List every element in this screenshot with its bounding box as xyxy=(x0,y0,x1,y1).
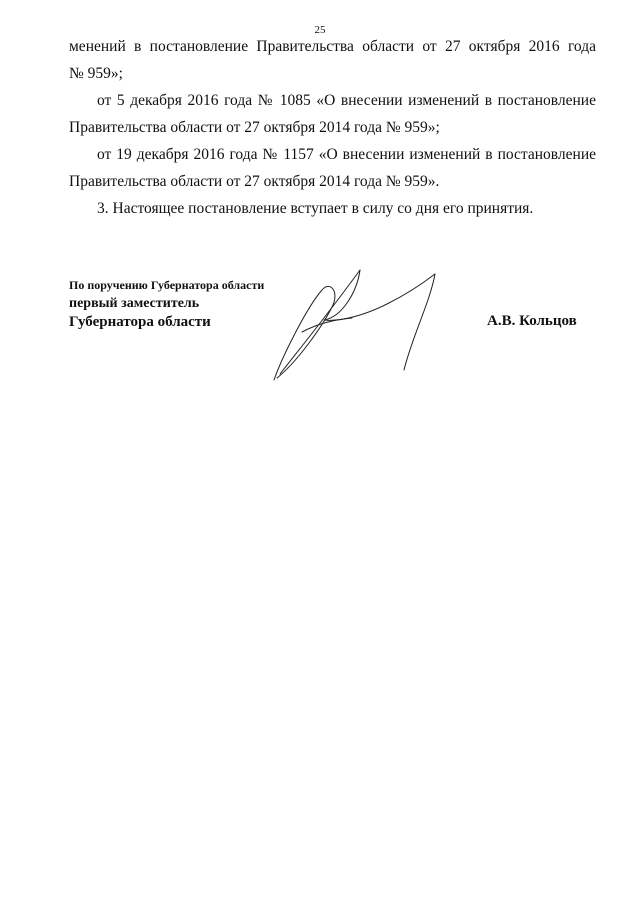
paragraph-4: 3. Настоящее постановление вступает в силу со дня его принятия. xyxy=(97,200,534,217)
position-line-2: Губернатора области xyxy=(69,314,211,330)
handwritten-signature xyxy=(262,262,452,387)
paragraph-2-line-2: Правительства области от 27 октября 2014 года № 959»; xyxy=(69,119,440,136)
page-number: 25 xyxy=(314,24,326,36)
paragraph-1-line-2: № 959»; xyxy=(69,65,123,82)
signature-stroke-4 xyxy=(404,274,435,370)
signer-name: А.В. Кольцов xyxy=(487,313,577,329)
paragraph-3-line-2: Правительства области от 27 октября 2014 года № 959». xyxy=(69,173,440,190)
on-behalf-label: По поручению Губернатора области xyxy=(69,278,265,292)
paragraph-1-line-1: менений в постановление Правительства области от 27 октября 2016 года xyxy=(69,38,596,55)
paragraph-3-line-1: от 19 декабря 2016 года № 1157 «О внесении изменений в постановление xyxy=(97,146,596,163)
position-line-1: первый заместитель xyxy=(69,296,200,311)
signature-stroke-2 xyxy=(280,270,360,374)
signature-stroke-3 xyxy=(324,270,435,320)
signature-stroke-1 xyxy=(274,286,335,380)
paragraph-2-line-1: от 5 декабря 2016 года № 1085 «О внесении изменений в постановление xyxy=(97,92,596,109)
